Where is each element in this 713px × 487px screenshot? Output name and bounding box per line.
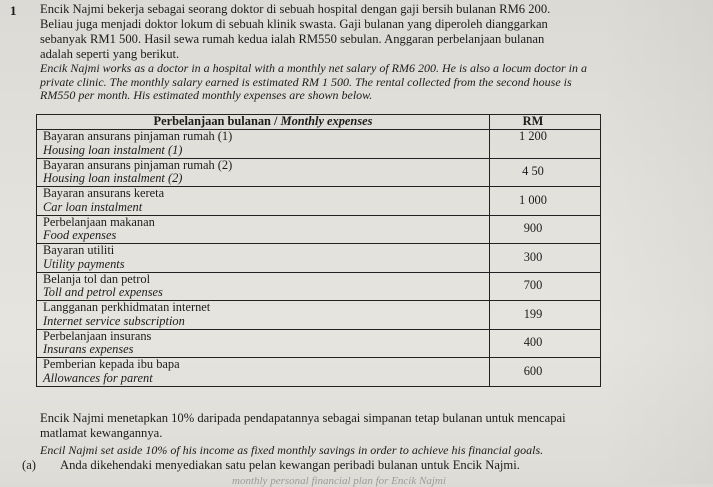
expense-ms: Bayaran ansurans pinjaman rumah (1) (43, 129, 233, 143)
expense-ms: Perbelanjaan makanan (43, 214, 155, 229)
expense-en: Internet service subscription (43, 313, 185, 328)
malay-line: Encik Najmi bekerja sebagai seorang doktor di sebuah hospital dengan gaji bersih bulanan RM6 200. (40, 2, 551, 16)
expense-item (37, 301, 490, 330)
table-row (37, 158, 601, 187)
header-amount: RM (490, 115, 601, 130)
expense-amount: 700 (490, 272, 601, 301)
expense-en: Utility payments (43, 256, 125, 271)
expense-item (37, 244, 490, 273)
malay-line: adalah seperti yang berikut. (40, 47, 180, 61)
expense-ms: Pemberian kepada ibu bapa (43, 357, 180, 371)
table-row (37, 215, 601, 244)
table-row (37, 130, 601, 159)
header-expense-ms: Perbelanjaan bulanan / (153, 114, 281, 128)
expense-en: Food expenses (43, 228, 117, 243)
expense-amount: 4 50 (490, 158, 601, 187)
savings-english-text: Encil Najmi set aside 10% of his income as fixed monthly savings in order to achieve his financial goals. (40, 443, 544, 457)
expense-amount: 600 (490, 358, 601, 387)
expense-item (37, 130, 490, 159)
expense-ms: Perbelanjaan insurans (43, 328, 152, 343)
expense-en: Housing loan instalment (2) (43, 171, 183, 186)
savings-line: Encik Najmi menetapkan 10% daripada pendapatannya sebagai simpanan tetap bulanan untuk mencapai (40, 411, 566, 425)
expense-ms: Belanja tol dan petrol (43, 271, 151, 286)
header-expense (37, 115, 490, 130)
expense-en: Toll and petrol expenses (43, 285, 163, 300)
expense-item (37, 187, 490, 216)
expense-item (37, 358, 490, 387)
savings-malay-text (40, 411, 566, 441)
expense-ms: Bayaran utiliti (43, 243, 115, 257)
expense-ms: Bayaran ansurans kereta (43, 186, 165, 200)
expense-en: Insurans expenses (43, 342, 134, 357)
expense-item (37, 272, 490, 301)
table-header-row (37, 115, 601, 130)
expense-amount: 1 000 (490, 187, 601, 216)
part-a-malay-text: Anda dikehendaki menyediakan satu pelan kewangan peribadi bulanan untuk Encik Najmi. (60, 458, 520, 472)
english-line: Encik Najmi works as a doctor in a hospital with a monthly net salary of RM6 200. He is also a locum doctor in a (40, 61, 587, 75)
expense-amount: 1 200 (490, 130, 601, 159)
expense-item (37, 329, 490, 358)
question-english-text (40, 62, 587, 103)
savings-line: matlamat kewangannya. (40, 426, 163, 440)
table-row (37, 358, 601, 387)
header-expense-en: Monthly expenses (280, 114, 373, 128)
expenses-table (36, 114, 601, 387)
expense-ms: Bayaran ansurans pinjaman rumah (2) (43, 157, 233, 172)
expense-amount: 400 (490, 329, 601, 358)
expense-en: Car loan instalment (43, 199, 143, 214)
expense-ms: Langganan perkhidmatan internet (43, 300, 211, 314)
part-a-label: (a) (22, 458, 36, 472)
part-a-english-text: monthly personal financial plan for Encik Najmi (232, 475, 446, 487)
table-row (37, 244, 601, 273)
question-malay-text (40, 2, 550, 62)
table-row (37, 187, 601, 216)
expense-amount: 300 (490, 244, 601, 273)
expense-item (37, 215, 490, 244)
malay-line: sebanyak RM1 500. Hasil sewa rumah kedua ialah RM550 sebulan. Anggaran perbelanjaan bulanan (40, 32, 545, 46)
expense-en: Allowances for parent (43, 370, 153, 385)
question-number: 1 (10, 3, 17, 18)
malay-line: Beliau juga menjadi doktor lokum di sebuah klinik swasta. Gaji bulanan yang diperoleh dianggarkan (40, 17, 548, 31)
expense-amount: 900 (490, 215, 601, 244)
english-line: RM550 per month. His estimated monthly expenses are shown below. (40, 88, 373, 102)
table-row (37, 272, 601, 301)
expense-en: Housing loan instalment (1) (43, 142, 183, 157)
table-row (37, 329, 601, 358)
english-line: private clinic. The monthly salary earned is estimated RM 1 500. The rental collected from the second house is (40, 74, 572, 89)
expense-amount: 199 (490, 301, 601, 330)
page-shadow (600, 0, 713, 484)
table-row (37, 301, 601, 330)
expense-item (37, 158, 490, 187)
